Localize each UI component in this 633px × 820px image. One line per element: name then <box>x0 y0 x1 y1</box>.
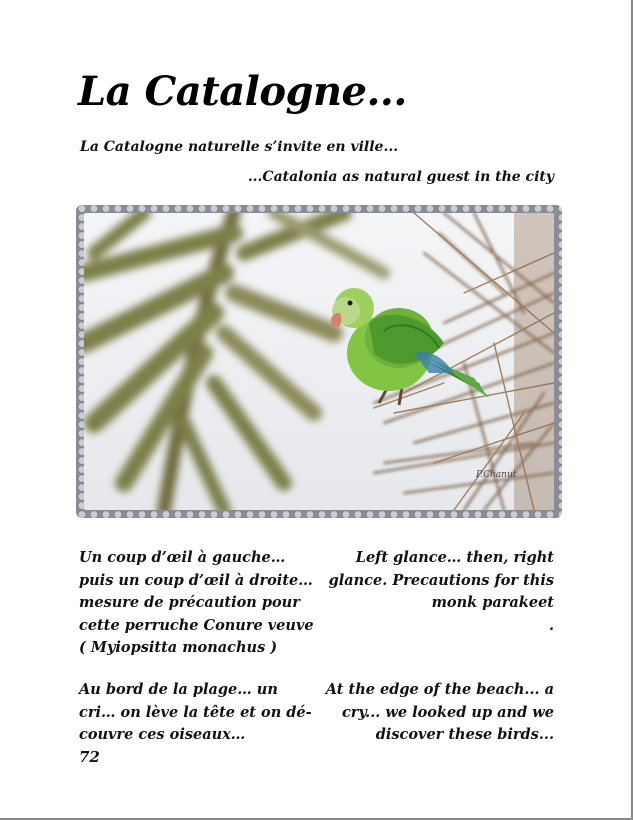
photo-frame <box>76 205 562 518</box>
paragraph-french-1: Un coup d’œil à gauche… puis un coup d’œil à droite… mesure de précaution pour cette perruche Conure veuve ( Myiopsitta monachus ) <box>79 549 314 656</box>
subtitle-french: La Catalogne naturelle s’invite en ville... <box>80 139 399 155</box>
subtitle-english: ...Catalonia as natural guest in the city <box>247 169 554 185</box>
page-title: La Catalogne... <box>78 68 407 115</box>
paragraph-english-2: At the edge of the beach... a cry... we looked up and we discover these birds... <box>325 681 554 743</box>
paragraph-french-2: Au bord de la plage… un cri… on lève la tête et on dé- couvre ces oiseaux… <box>79 681 312 743</box>
photo-signature: P.Chanut <box>476 470 517 480</box>
paragraph-english-1: Left glance… then, right glance. Precautions for this monk parakeet . <box>328 549 554 634</box>
parakeet-photo <box>84 213 554 510</box>
page-number: 72 <box>79 748 100 766</box>
